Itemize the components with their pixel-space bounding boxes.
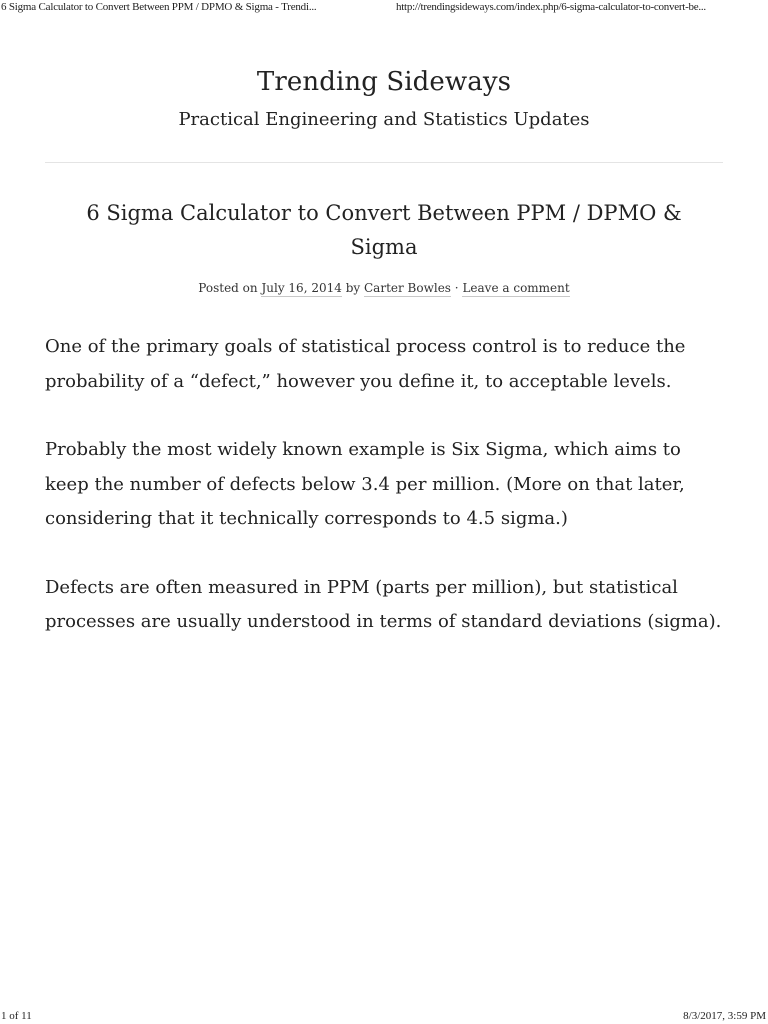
site-description: Practical Engineering and Statistics Updates — [178, 109, 590, 130]
by-label: by — [345, 281, 361, 295]
entry-meta — [0, 279, 768, 297]
article-paragraph: One of the primary goals of statistical process control is to reduce the probability of a “defect,” however you define it, to acceptable levels. — [45, 336, 686, 392]
article-paragraph: Probably the most widely known example is Six Sigma, which aims to keep the number of defects below 3.4 per million. (More on that later, considering that it technically corresponds to 4.5 sigma.) — [45, 439, 685, 529]
print-header — [0, 0, 768, 16]
article-paragraph: Defects are often measured in PPM (parts per million), but statistical processes are usually understood in terms of standard deviations (sigma). — [45, 576, 722, 632]
author-link[interactable]: Carter Bowles — [364, 281, 451, 295]
posted-on-label: Posted on — [198, 281, 258, 295]
header-divider — [45, 162, 723, 163]
print-url: http://trendingsideways.com/index.php/6-sigma-calculator-to-convert-be... — [396, 1, 706, 13]
print-timestamp: 8/3/2017, 3:59 PM — [683, 1010, 766, 1022]
post-date-link[interactable]: July 16, 2014 — [261, 281, 342, 295]
article-content — [45, 330, 725, 674]
print-page-title: 6 Sigma Calculator to Convert Between PPM / DPMO & Sigma - Trendi... — [1, 1, 317, 13]
print-footer — [0, 1008, 768, 1024]
site-header — [0, 62, 768, 135]
article-title: 6 Sigma Calculator to Convert Between PPM / DPMO & Sigma — [86, 201, 682, 259]
print-page-number: 1 of 11 — [1, 1010, 32, 1022]
meta-separator: · — [454, 281, 459, 295]
leave-comment-link[interactable]: Leave a comment — [462, 281, 570, 295]
site-title[interactable]: Trending Sideways — [256, 67, 512, 97]
